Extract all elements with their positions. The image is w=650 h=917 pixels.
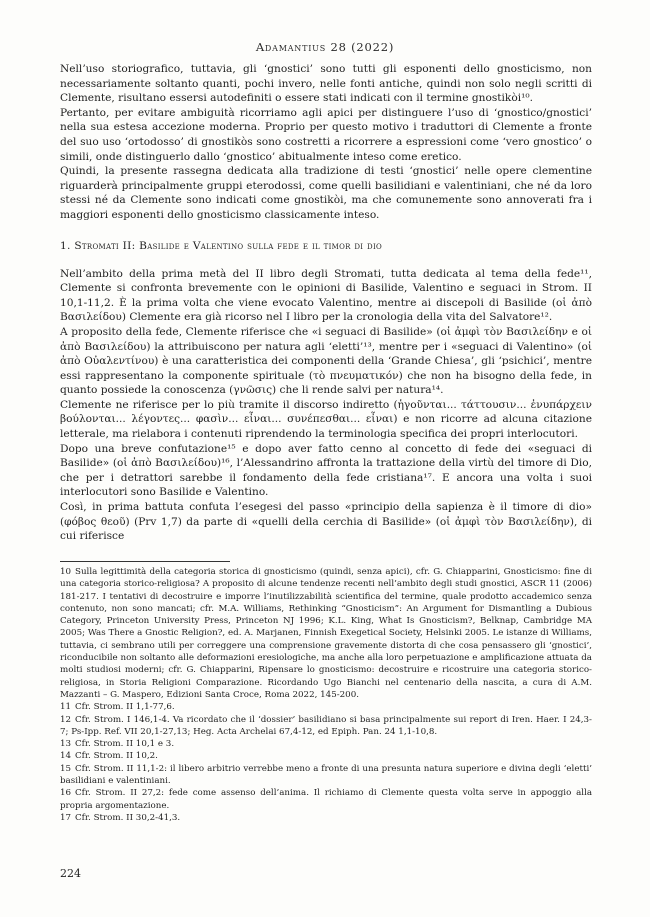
footnote <box>60 763 592 788</box>
footnote-text: Cfr. Strom. I 146,1-4. Va ricordato che il ‘dossier’ basilidiano si basa principalmente sui report di Iren. Haer. I 24,3-7; Ps-Ipp. Ref. VII 20,1-27,13; Heg. Acta Archelai 67,4-12, ed Epiph. Pan. 24 1,1-10,8. <box>60 714 592 737</box>
body-paragraph-4: Dopo una breve confutazione¹⁵ e dopo aver fatto cenno al concetto di fede dei «seguaci di Basilide» (οἱ ἀπὸ Βασιλείδου)¹⁶, l’Alessandrino affronta la trattazione della virtù del timore di Dio, che per i detrattori sarebbe il fondamento della fede cristiana¹⁷. E ancora una volta i suoi interlocutori sono Basilide e Valentino. <box>60 442 592 499</box>
footnote-number: 13 <box>60 739 72 750</box>
footnote-number: 14 <box>60 751 72 762</box>
section-heading: 1. Stromati II: Basilide e Valentino sulla fede e il timor di dio <box>60 239 383 252</box>
footnote-text: Cfr. Strom. II 10,1 e 3. <box>75 739 175 750</box>
footnote-number: 17 <box>60 812 72 823</box>
footnote-number: 16 <box>60 788 72 799</box>
footnote-number: 11 <box>60 702 72 713</box>
footnote <box>60 812 592 824</box>
footnote-text: Sulla legittimità della categoria storica di gnosticismo (quindi, senza apici), cfr. G. Chiapparini, Gnosticismo: fine di una categoria storico-religiosa? A proposito di alcune tendenze recenti nell’ambito degli studi gnostici, ASCR 11 (2006) 181-217. I tentativi di decostruire e imporre l’inutilizzabilità scientifica del termine, quale prodotto accademico senza contenuto, non sono mancati; cfr. M.A. Williams, Rethinking “Gnosticism”: An Argument for Dismantling a Dubious Category, Princeton University Press, Princeton NJ 1996; K.L. King, What Is Gnosticism?, Belknap, Cambridge MA 2005; Was There a Gnostic Religion?, ed. A. Marjanen, Finnish Exegetical Society, Helsinki 2005. Le istanze di Williams, tuttavia, ci sembrano utili per correggere una comprensione gravemente distorta di che cosa pensassero gli ‘gnostici’, riconducibile non soltanto alle deformazioni eresiologiche, ma anche alla loro perpetuazione e amplificazione attuata da molti studiosi moderni; cfr. G. Chiapparini, Ripensare lo gnosticismo: decostruire e ricostruire una categoria storico-religiosa, in Storia Religioni Comparazione. Ricordando Ugo Bianchi nel centenario della nascita, a cura di A.M. Mazzanti – G. Maspero, Edizioni Santa Croce, Roma 2022, 145-200. <box>60 567 592 700</box>
footnote-text: Cfr. Strom. II 11,1-2: il libero arbitrio verrebbe meno a fronte di una presunta natura superiore e divina degli ‘eletti’ basilidiani e valentiniani. <box>60 763 592 787</box>
intro-paragraph-1: Nell’uso storiografico, tuttavia, gli ‘gnostici’ sono tutti gli esponenti dello gnosticismo, non necessariamente soltanto quanti, pochi invero, nelle fonti antiche, quindi non solo negli scritti di Clemente, risultano essersi autodefiniti o essere stati indicati con il termine gnostikòi¹⁰. <box>60 63 592 105</box>
footnote-number: 12 <box>60 714 72 725</box>
footnote-text: Cfr. Strom. II 1,1-77,6. <box>75 702 175 713</box>
footnote-text: Cfr. Strom. II 10,2. <box>75 751 158 762</box>
footnote-separator <box>60 561 230 562</box>
footnote-text: Cfr. Strom. II 27,2: fede come assenso dell’anima. Il richiamo di Clemente questa volta serve in appoggio alla propria argomentazione. <box>60 788 592 811</box>
footnotes <box>60 566 592 824</box>
page-number: 224 <box>60 867 81 880</box>
intro-paragraph-3: Quindi, la presente rassegna dedicata alla tradizione di testi ‘gnostici’ nelle opere clementine riguarderà principalmente gruppi eterodossi, come quelli basilidiani e valentiniani, che né da loro stessi né da Clemente sono indicati come gnostikòi, ma che comunemente sono annoverati fra i maggiori esponenti dello gnosticismo classicamente inteso. <box>60 165 592 221</box>
footnote-number: 10 <box>60 567 72 577</box>
running-header: Adamantius 28 (2022) <box>255 40 395 54</box>
footnote-number: 15 <box>60 763 72 774</box>
body-paragraph-1: Nell’ambito della prima metà del II libro degli Stromati, tutta dedicata al tema della fede¹¹, Clemente si confronta brevemente con le opinioni di Basilide, Valentino e seguaci in Strom. II 10,1-11,2. È la prima volta che viene evocato Valentino, mentre ai discepoli di Basilide (οἱ ἀπὸ Βασιλείδου) Clemente era già ricorso nel I libro per la cronologia della vita del Salvatore¹². <box>60 267 592 324</box>
body-paragraph-5: Così, in prima battuta confuta l’esegesi del passo «principio della sapienza è il timore di dio» (φόβος θεοῦ) (Prv 1,7) da parte di «quelli della cerchia di Basilide» (οἱ ἀμφὶ τὸν Βασιλείδην), di cui riferisce <box>60 501 592 543</box>
footnote <box>60 701 592 713</box>
footnote <box>60 714 592 739</box>
footnote-text: Cfr. Strom. II 30,2-41,3. <box>75 812 181 823</box>
footnote <box>60 750 592 762</box>
footnote <box>60 566 592 701</box>
body-paragraph-3: Clemente ne riferisce per lo più tramite il discorso indiretto (ἡγοῦνται... τάττουσιν... ἐνυπάρχειν βούλονται... λέγοντες... φασὶν... εἶναι... συνέπεσθαι... εἶναι) e non ricorre ad alcuna citazione letterale, ma rielabora i contenuti riprendendo la terminologia specifica dei propri interlocutori. <box>60 398 592 441</box>
footnote <box>60 787 592 812</box>
body-paragraph-2: A proposito della fede, Clemente riferisce che «i seguaci di Basilide» (οἱ ἀμφὶ τὸν Βασιλείδην e οἱ ἀπὸ Βασιλείδου) la attribuiscono per natura agli ‘eletti’¹³, mentre per i «seguaci di Valentino» (οἱ ἀπὸ Οὐαλεντίνου) è una caratteristica dei componenti della ‘Grande Chiesa’, gli ‘psichici’, mentre essi rappresentano la componente spirituale (τὸ πνευματικόν) che non ha bisogno della fede, in quanto possiede la conoscenza (γνῶσις) che li rende salvi per natura¹⁴. <box>60 325 592 397</box>
footnote <box>60 738 592 750</box>
intro-paragraph-2: Pertanto, per evitare ambiguità ricorriamo agli apici per distinguere l’uso di ‘gnostico/gnostici’ nella sua estesa accezione moderna. Proprio per questo motivo i traduttori di Clemente a fronte del suo uso ‘ortodosso’ di gnostikòs sono costretti a ricorrere a espressioni come ‘vero gnostico’ o simili, onde distinguerlo dallo ‘gnostico’ abitualmente inteso come eretico. <box>60 106 592 163</box>
main-text <box>60 62 592 544</box>
